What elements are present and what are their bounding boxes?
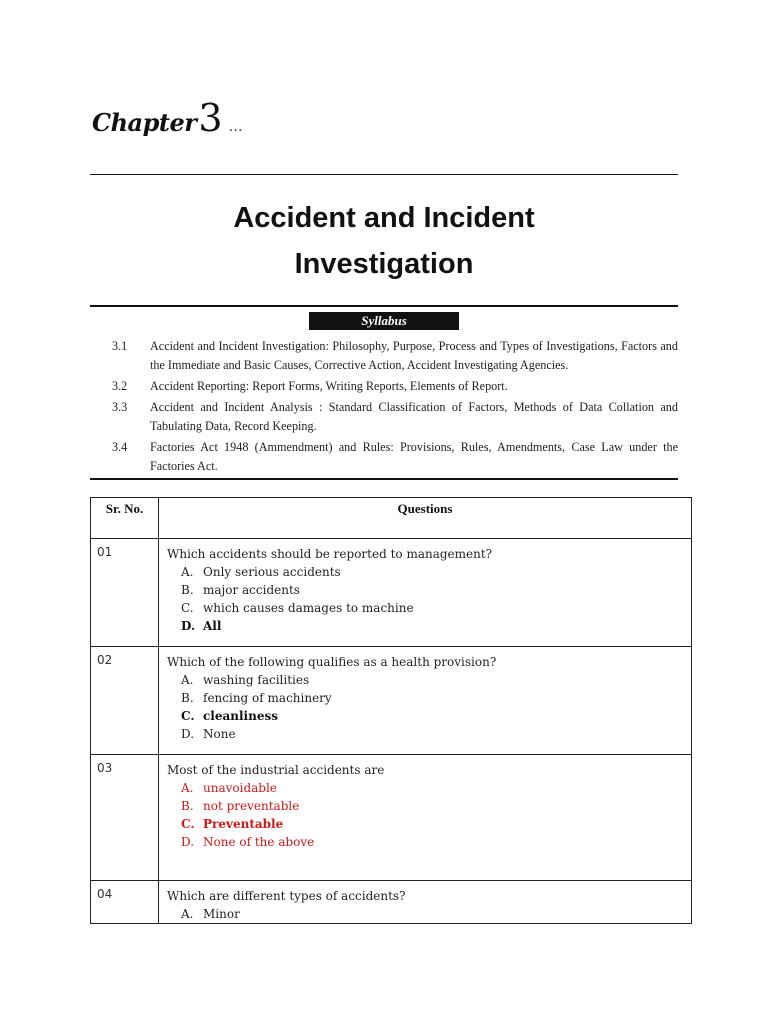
option	[167, 581, 691, 599]
table-row	[91, 647, 692, 755]
option-letter: A.	[181, 673, 194, 687]
option-text: which causes damages to machine	[203, 601, 414, 615]
option	[167, 833, 691, 851]
option-letter: B.	[181, 799, 194, 813]
page-title-line-1: Accident and Incident	[233, 202, 535, 234]
option-text: fencing of machinery	[203, 691, 332, 705]
chapter-number: 3	[198, 96, 223, 140]
question-number: 01	[91, 539, 159, 647]
option	[167, 725, 691, 743]
syllabus-item-number: 3.4	[112, 440, 128, 454]
syllabus-item	[92, 398, 678, 436]
option-text: washing facilities	[203, 673, 310, 687]
syllabus-item	[92, 337, 678, 375]
option-letter: D.	[181, 835, 195, 849]
top-divider	[90, 174, 678, 175]
syllabus-list	[92, 337, 678, 478]
option-letter: C.	[181, 817, 195, 831]
option	[167, 779, 691, 797]
syllabus-label: Syllabus	[309, 312, 459, 330]
syllabus-item-text: Factories Act 1948 (Ammendment) and Rules: Provisions, Rules, Amendments, Case Law under the Factories Act.	[150, 440, 678, 473]
option-letter: A.	[181, 907, 194, 921]
option-text: Only serious accidents	[203, 565, 341, 579]
table-row	[91, 881, 692, 924]
question-cell	[159, 881, 692, 924]
option-correct	[167, 707, 691, 725]
option	[167, 905, 691, 923]
question-text: Which of the following qualifies as a health provision?	[167, 655, 497, 669]
syllabus-item-number: 3.3	[112, 400, 128, 414]
table-row	[91, 539, 692, 647]
option-text: cleanliness	[203, 709, 278, 723]
option-text: unavoidable	[203, 781, 277, 795]
questions-table	[90, 497, 692, 924]
option	[167, 689, 691, 707]
chapter-dots: …	[228, 119, 243, 135]
syllabus-item-text: Accident and Incident Analysis : Standard Classification of Factors, Methods of Data Collation and Tabulating Data, Record Keeping.	[150, 400, 678, 433]
syllabus-item	[92, 438, 678, 476]
title-divider	[90, 305, 678, 307]
option-text: None	[203, 727, 236, 741]
option-text: Preventable	[203, 817, 284, 831]
table-header-row	[91, 498, 692, 539]
option-text: All	[203, 619, 222, 633]
option-letter: D.	[181, 619, 196, 633]
question-number: 02	[91, 647, 159, 755]
question-number: 04	[91, 881, 159, 924]
question-cell	[159, 647, 692, 755]
option-correct	[167, 617, 691, 635]
table-row	[91, 755, 692, 881]
option	[167, 563, 691, 581]
option-letter: C.	[181, 709, 195, 723]
option-letter: A.	[181, 781, 194, 795]
question-text: Which accidents should be reported to management?	[167, 547, 493, 561]
option-text: None of the above	[203, 835, 315, 849]
option-letter: B.	[181, 691, 194, 705]
option	[167, 599, 691, 617]
option-text: not preventable	[203, 799, 300, 813]
syllabus-item	[92, 377, 678, 396]
syllabus-divider	[90, 478, 678, 480]
option-text: major accidents	[203, 583, 300, 597]
question-text: Which are different types of accidents?	[167, 889, 406, 903]
option-letter: A.	[181, 565, 194, 579]
option-letter: D.	[181, 727, 195, 741]
question-text: Most of the industrial accidents are	[167, 763, 385, 777]
option-correct	[167, 815, 691, 833]
question-cell	[159, 539, 692, 647]
chapter-word: Chapter	[92, 108, 197, 137]
question-cell	[159, 755, 692, 881]
option-letter: B.	[181, 583, 194, 597]
option	[167, 797, 691, 815]
option-text: Minor	[203, 907, 240, 921]
header-questions: Questions	[159, 498, 692, 539]
syllabus-item-text: Accident and Incident Investigation: Philosophy, Purpose, Process and Types of Investigations, Factors and the Immediate and Basic Causes, Corrective Action, Accident Investigating Agencies.	[150, 339, 678, 372]
header-sr-no: Sr. No.	[91, 498, 159, 539]
page-title-line-2: Investigation	[294, 248, 474, 280]
syllabus-item-number: 3.2	[112, 379, 128, 393]
syllabus-item-text: Accident Reporting: Report Forms, Writing Reports, Elements of Report.	[150, 379, 508, 393]
option-letter: C.	[181, 601, 194, 615]
chapter-heading	[92, 96, 243, 158]
option	[167, 671, 691, 689]
syllabus-item-number: 3.1	[112, 339, 128, 353]
question-number: 03	[91, 755, 159, 881]
